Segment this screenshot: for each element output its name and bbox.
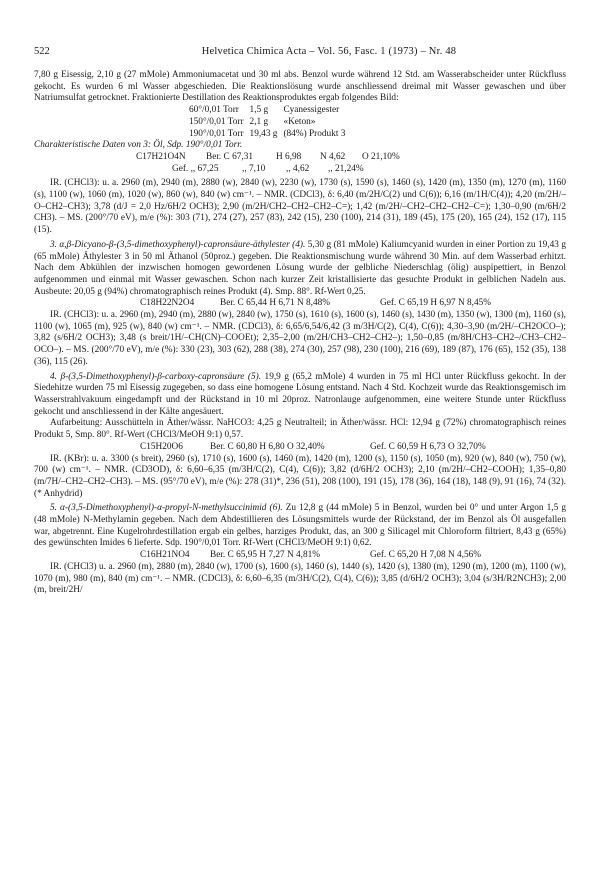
analysis-4 — [140, 298, 566, 310]
section-4-title: 4. β-(3,5-Dimethoxyphenyl)-β-carboxy-capronsäure (5). — [50, 371, 262, 382]
spectra-6: IR. (CHCl3) u. a. 2960 (m), 2880 (m), 2840 (w), 1700 (s), 1600 (s), 1460 (s), 1440 (s), 1420 (s), 1380 (m), 1290 (m), 1200 (m), 1100 (w), 1070 (m), 980 (m), 840 (m) cm⁻¹. – NMR. (CDCl3), δ: 6,60–6,35 (m/3H/C(2), C(4), C(6)); 3,85 (d/6H/2 OCH3); 3,04 (s/3H/R2NCH3); 2,00 (m, breit/2H/ — [34, 561, 566, 596]
calc-values: Ber. C 65,44 H 6,71 N 8,48% — [220, 298, 331, 309]
analysis-calc-3 — [136, 152, 566, 164]
found-c: Gef. ,, 67,25 — [172, 163, 219, 174]
dist-product: (84%) Produkt 3 — [283, 128, 346, 139]
section-3-title: 3. α,β-Dicyano-β-(3,5-dimethoxyphenyl)-capronsäure-äthylester (4). — [50, 239, 306, 250]
dist-mass: 2,1 g — [249, 116, 269, 127]
calc-h: H 6,98 — [276, 151, 302, 162]
section-3-text: 5,30 g (81 mMole) Kaliumcyanid wurden in einer Portion zu 19,43 g (65 mMole) Äthylester 3 in 50 ml Äthanol (50proz.) gegeben. Die Reaktionsmischung wurde während 30 Min. auf dem Wasserbad erhitzt. Nach dem Abkühlen der inzwischen homogen gewordenen Lösung wurde der gelbliche Niederschlag (ölig) auspipettiert, in Benzol aufgenommen und einmal mit Wasser gewaschen. Schon nach kurzer Zeit kristallisierte das gesuchte Produkt in gelblichen Nadeln aus. Ausbeute: 20,05 g (94%) chromatographisch reines Produkt (4). Smp. 88°. Rf-Wert 0,25. — [34, 239, 566, 297]
analysis-5 — [140, 442, 566, 454]
molecular-formula: C18H22N2O4 — [140, 298, 195, 309]
found-n: ,, 4,62 — [286, 163, 310, 174]
section-5-title: 5. α-(3,5-Dimethoxyphenyl)-α-propyl-N-methylsuccinimid (6). — [50, 503, 283, 514]
table-row — [189, 117, 351, 129]
section-5-text: Zu 12,8 g (44 mMole) 5 in Benzol, wurden bei 0° und unter Argon 1,5 g (48 mMole) N-Methylamin gegeben. Nach dem Abdestillieren des Lösungsmittels wurde der Rückstand, der im Benzol als Öl ausgefallen war, abgetrennt. Eine Kugelrohrdestillation ergab ein gelbes, harziges Produkt, das, an 300 g Silicagel mit Chloroform filtriert, 8,43 g (65%) des gewünschten Imides 6 lieferte. Sdp. 190°/0,01 Torr. Rf-Wert (CHCl3/MeOH 9:1) 0,62. — [34, 503, 566, 549]
molecular-formula: C17H21O4N — [136, 151, 186, 162]
section-4 — [34, 372, 566, 419]
section-4-workup: Aufarbeitung: Ausschütteln in Äther/wässr. NaHCO3: 4,25 g Neutralteil; in Äther/wässr. HCl: 12,94 g (72%) chromatographisch reines Produkt 5, Smp. 80°. Rf-Wert (CHCl3/MeOH 9:1) 0,57. — [34, 418, 566, 441]
section-4-text: 19,9 g (65,2 mMole) 4 wurden in 75 ml HCl unter Rückfluss gekocht. In der Siedehitze wurden 75 ml Eisessig zugegeben, so dass eine homogene Lösung entstand. Nach 4 Std. Kochzeit wurde das Reaktionsgemisch im Wasserstrahlvakuum eingedampft und der Rückstand in 10 ml 20proz. Natronlauge aufgenommen, eine weitere Stunde unter Rückfluss gekocht und anschliessend in der Kälte angesäuert. — [34, 371, 567, 417]
calc-n: N 4,62 — [320, 151, 346, 162]
calc-values: Ber. C 65,95 H 7,27 N 4,81% — [210, 550, 321, 561]
calc-c: Ber. C 67,31 — [206, 151, 254, 162]
page-number: 522 — [34, 46, 50, 57]
calc-o: O 21,10% — [362, 151, 400, 162]
article-body — [34, 70, 566, 597]
spectra-4: IR. (CHCl3): u. a. 2960 (m), 2940 (m), 2880 (w), 2840 (w), 1750 (s), 1610 (s), 1600 (s), 1460 (s), 1430 (m), 1350 (w), 1300 (m), 1160 (s), 1100 (w), 1065 (m), 925 (w), 840 (w) cm⁻¹. – NMR. (CDCl3), δ: 6,65/6,54/6,42 (3 m/3H/C(2), C(4), C(6)); 4,30–3,90 (m/2H/–CH2OCO–); 3,82 (s/6H/2 OCH3); 3,48 (s breit/1H/–CH(CN)–COOEt); 2,35–2,00 (m/2H/CH3–CH2–CH2–); 1,50–0,85 (m/8H/CH3–CH2–/CH3–CH2–OCO–). – MS. (200°/70 eV), m/e (%): 330 (23), 303 (62), 288 (38), 274 (30), 257 (98), 230 (100), 216 (69), 189 (87), 176 (65), 152 (35), 138 (36), 115 (26). — [34, 310, 566, 367]
page-header — [34, 46, 564, 62]
table-row — [189, 129, 351, 141]
found-values: Gef. C 65,19 H 6,97 N 8,45% — [380, 298, 492, 309]
dist-mass: 1,5 g — [249, 105, 269, 116]
section-3 — [34, 240, 566, 299]
distillation-table — [189, 105, 351, 140]
molecular-formula: C15H20O6 — [140, 441, 183, 452]
analysis-6 — [140, 550, 566, 562]
table-row — [189, 105, 351, 117]
found-values: Gef. C 60,59 H 6,73 O 32,70% — [370, 441, 486, 452]
spectra-5: IR. (KBr): u. a. 3300 (s breit), 2960 (s), 1710 (s), 1600 (s), 1460 (m), 1420 (m), 1200 (s), 1150 (s), 1050 (m), 920 (w), 840 (w), 750 (w), 700 (w) cm⁻¹. – NMR. (CD3OD), δ: 6,60–6,35 (m/3H/C(2), C(4), C(6)); 3,82 (d/6H/2 OCH3); 2,10 (m/2H/–CH2–COOH); 1,35–0,80 (m/7H/–CH2–CH2–CH3). – MS. (95°/70 eV), m/e (%): 278 (31)*, 236 (51), 208 (100), 191 (15), 178 (36), 164 (18), 148 (9), 91 (16), 74 (32). (* Anhydrid) — [34, 453, 566, 499]
dist-product: Cyanessigester — [283, 105, 340, 116]
calc-values: Ber. C 60,80 H 6,80 O 32,40% — [210, 441, 325, 452]
dist-temp: 60°/0,01 Torr — [189, 105, 239, 116]
spectra-3: IR. (CHCl3): u. a. 2960 (m), 2940 (m), 2880 (w), 2840 (w), 2230 (w), 1730 (s), 1590 (s), 1460 (s), 1420 (m), 1350 (m), 1270 (m), 1160 (s), 1100 (w), 1060 (m), 1020 (w), 860 (w), 840 (w) cm⁻¹. – NMR. (CDCl3), δ: 6,40 (m/2H/C(2) und C(6)); 6,16 (m/1H/C(4)); 4,20 (m/2H/–O–CH2–CH3); 3,78 (d/J = 2,0 Hz/6H/2 OCH3); 2,90 (m/2H/CH2–CH2–CH2–C=); 1,42 (m/2H/–CH2–CH2–CH2–C=); 1,30–0,90 (m/6H/2 CH3). – MS. (200°/70 eV), m/e (%): 303 (71), 274 (27), 257 (83), 242 (15), 230 (100), 214 (31), 189 (45), 175 (20), 165 (24), 152 (17), 115 (15). — [34, 178, 566, 236]
analysis-found-3 — [172, 164, 566, 176]
found-o: ,, 21,24% — [328, 163, 364, 174]
running-head: Helvetica Chimica Acta – Vol. 56, Fasc. 1 (1973) – Nr. 48 — [201, 46, 457, 57]
section-5 — [34, 503, 566, 550]
found-values: Gef. C 65,20 H 7,08 N 4,56% — [370, 550, 482, 561]
char-data-caption: Charakteristische Daten von 3: Öl, Sdp. 190°/0,01 Torr. — [34, 140, 243, 151]
intro-paragraph: 7,80 g Eisessig, 2,10 g (27 mMole) Ammoniumacetat und 30 ml abs. Benzol wurde während 12 Std. am Wasserabscheider unter Rückfluss gekocht. Es wurden 6 ml Wasser abgeschieden. Die Reaktionslösung wurde anschliessend dreimal mit Wasser gewaschen und über Natriumsulfat getrocknet. Fraktionierte Destillation des Reaktionsproduktes ergab folgendes Bild: — [34, 70, 566, 104]
found-h: ,, 7,10 — [242, 163, 266, 174]
dist-temp: 190°/0,01 Torr — [189, 128, 244, 139]
dist-product: «Keton» — [283, 116, 316, 127]
dist-mass: 19,43 g — [249, 128, 278, 139]
dist-temp: 150°/0,01 Torr — [189, 116, 244, 127]
molecular-formula: C16H21NO4 — [140, 550, 190, 561]
